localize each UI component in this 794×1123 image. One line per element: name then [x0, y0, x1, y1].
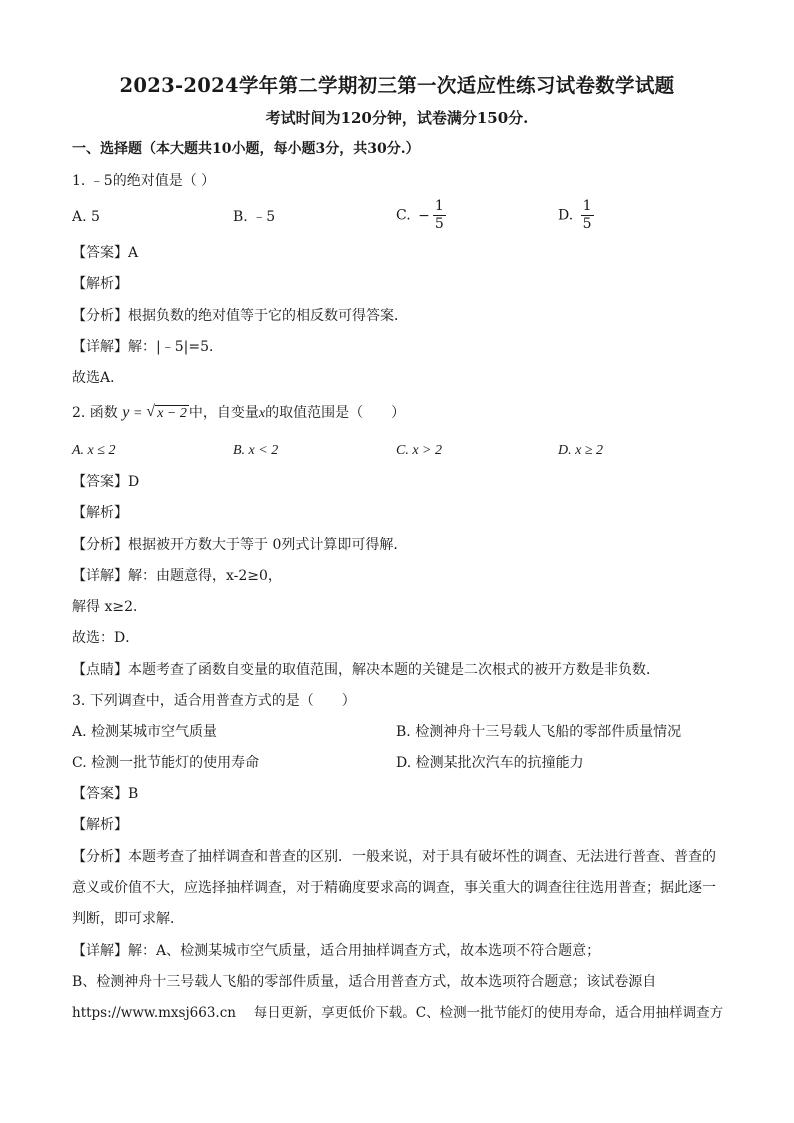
q2-sqrt-expression [146, 404, 189, 424]
q2-solve: 解得 x≥2． [72, 599, 147, 615]
q2-func-y: y [122, 404, 130, 421]
q2-stem-post: 的取值范围是（ ） [265, 405, 406, 421]
q1-option-c-fraction [433, 198, 446, 233]
q2-fenxi: 【分析】根据被开方数大于等于 0列式计算即可得解． [72, 537, 408, 553]
q1-option-c-sign: − [418, 207, 430, 224]
q2-var: x [258, 406, 266, 421]
sqrt-icon: √ [146, 403, 155, 420]
q1-answer: 【答案】A [72, 245, 139, 261]
q1-option-d [558, 198, 594, 233]
q1-option-d-label: D. [558, 207, 574, 224]
q3-option-c: C. 检测一批节能灯的使用寿命 [72, 755, 260, 771]
q1-fenxi: 【分析】根据负数的绝对值等于它的相反数可得答案． [72, 308, 408, 324]
q2-choose: 故选：D． [72, 630, 140, 646]
q3-stem: 3. 下列调查中，适合用普查方式的是（ ） [72, 693, 356, 709]
q2-option-c: C. x > 2 [396, 443, 442, 458]
q3-detail-line-3: https://www.mxsj663.cn 每日更新，享更低价下载。C、检测一批节能灯的使用寿命，适合用抽样调查方 [72, 1005, 724, 1021]
q2-analysis-label: 【解析】 [72, 505, 128, 521]
q3-analysis-label: 【解析】 [72, 817, 128, 833]
q2-option-d: D. x ≥ 2 [558, 443, 604, 458]
q2-detail: 【详解】解：由题意得，x-2≥0， [72, 568, 282, 584]
q2-dianjing: 【点睛】本题考查了函数自变量的取值范围，解决本题的关键是二次根式的被开方数是非负数． [72, 662, 660, 678]
q1-option-d-numerator: 1 [582, 198, 592, 214]
q3-fenxi-line-1: 【分析】本题考查了抽样调查和普查的区别．一般来说，对于具有破坏性的调查、无法进行普查、普查的 [72, 849, 716, 865]
q1-option-c-label: C. [396, 207, 411, 224]
q2-answer: 【答案】D [72, 474, 140, 490]
q2-func-eq: = [133, 406, 142, 421]
q2-option-b: B. x < 2 [233, 443, 279, 458]
q2-stem [72, 403, 405, 424]
q3-option-d: D. 检测某批次汽车的抗撞能力 [396, 755, 584, 771]
exam-info: 考试时间为120分钟，试卷满分150分. [265, 109, 529, 127]
q2-radicand: x − 2 [157, 406, 187, 421]
q1-analysis-label: 【解析】 [72, 276, 128, 292]
page-title: 2023-2024学年第二学期初三第一次适应性练习试卷数学试题 [119, 74, 675, 97]
q1-option-c-denominator: 5 [434, 216, 444, 232]
q1-option-c-numerator: 1 [434, 198, 444, 214]
q1-option-d-fraction [581, 198, 594, 233]
q3-detail-line-2: B、检测神舟十三号载人飞船的零部件质量，适合用普查方式，故本选项符合题意；该试卷源自 [72, 974, 657, 990]
q1-detail: 【详解】解：|﹣5|=5． [72, 339, 223, 355]
q3-fenxi-line-2: 意义或价值不大，应选择抽样调查，对于精确度要求高的调查，事关重大的调查往往选用普查；据此逐一 [72, 880, 716, 896]
q1-option-a: A. 5 [72, 209, 100, 225]
q3-detail-line-1: 【详解】解：A、检测某城市空气质量，适合用抽样调查方式，故本选项不符合题意； [72, 943, 601, 959]
q2-option-a: A. x ≤ 2 [72, 443, 116, 458]
q3-answer: 【答案】B [72, 786, 139, 802]
q1-option-c [396, 198, 446, 233]
q3-fenxi-line-3: 判断，即可求解． [72, 911, 184, 927]
q2-stem-pre: 2. 函数 [72, 405, 118, 421]
q1-stem: 1. ﹣5的绝对值是（ ） [72, 173, 216, 189]
q1-option-d-denominator: 5 [582, 216, 592, 232]
q2-stem-mid: 中，自变量 [188, 405, 259, 421]
section-heading: 一、选择题（本大题共10小题，每小题3分，共30分.） [72, 141, 420, 157]
q1-option-b: B. ﹣5 [233, 209, 276, 225]
q3-option-a: A. 检测某城市空气质量 [72, 724, 218, 740]
q3-option-b: B. 检测神舟十三号载人飞船的零部件质量情况 [396, 724, 682, 740]
q1-choose: 故选A． [72, 370, 125, 386]
